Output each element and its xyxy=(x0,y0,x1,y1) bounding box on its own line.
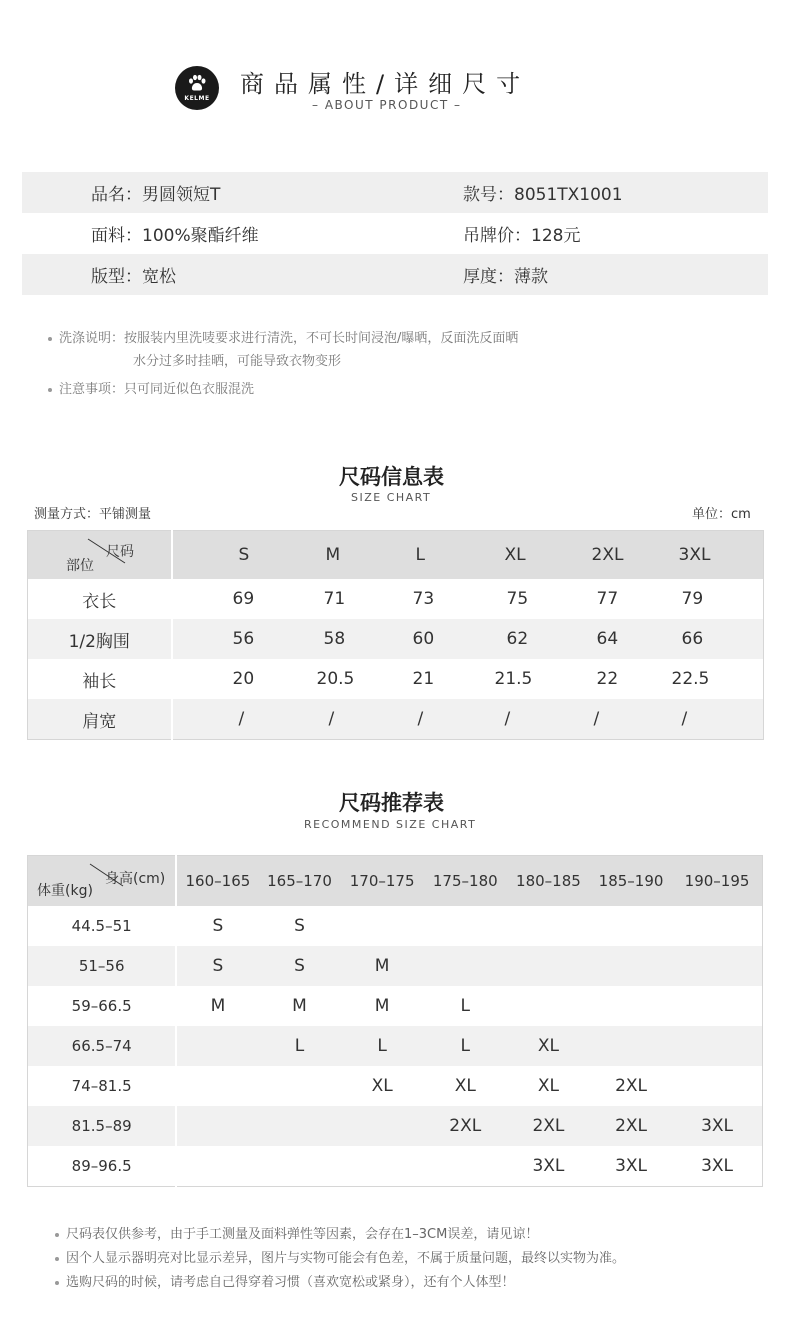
recommend-row xyxy=(28,946,763,986)
attribute-row xyxy=(22,172,768,213)
recommend-chart-subtitle: RECOMMEND SIZE CHART xyxy=(304,818,477,831)
size-chart-title: 尺码信息表 xyxy=(339,465,444,489)
size-cell: / xyxy=(406,699,493,740)
recommend-cell: M xyxy=(341,946,424,986)
corner-weight-label: 体重(kg) xyxy=(37,883,93,899)
caution-text: 只可同近似色衣服混洗 xyxy=(124,382,255,397)
size-cell: / xyxy=(172,699,317,740)
recommend-row-label: 66.5–74 xyxy=(28,1026,177,1066)
recommend-cell: M xyxy=(210,996,226,1016)
attribute-fabric: 面料：100%聚酯纤维 xyxy=(91,226,259,246)
corner-part-label: 部位 xyxy=(66,558,94,574)
recommend-cell: S xyxy=(258,946,340,986)
recommend-row xyxy=(28,986,763,1026)
recommend-chart-table xyxy=(27,855,763,1187)
recommend-cell xyxy=(341,906,424,946)
page-title: 商品属性/详细尺寸 xyxy=(240,70,531,98)
recommend-cell: S xyxy=(176,946,258,986)
size-row xyxy=(28,579,764,619)
recommend-cell: 3XL xyxy=(615,1156,647,1176)
recommend-cell xyxy=(176,1066,258,1106)
recommend-cell xyxy=(176,1146,258,1187)
recommend-row xyxy=(28,906,763,946)
recommend-cell: M xyxy=(374,996,390,1016)
attribute-fit: 版型：宽松 xyxy=(91,267,176,287)
recommend-row-label: 51–56 xyxy=(28,946,177,986)
recommend-header-cell: 165–170 xyxy=(258,856,340,907)
recommend-header-cell: 180–185 xyxy=(507,856,590,907)
size-cell: 60 xyxy=(406,619,493,659)
size-row xyxy=(28,699,764,740)
measure-unit: 单位：cm xyxy=(692,507,751,522)
footer-note xyxy=(55,1247,625,1266)
footer-note xyxy=(55,1223,538,1242)
size-cell: / xyxy=(317,699,406,740)
attribute-name: 品名：男圆领短T xyxy=(91,185,221,205)
footer-note-text: 选购尺码的时候，请考虑自己得穿着习惯（喜欢宽松或紧身），还有个人体型！ xyxy=(66,1275,515,1290)
attribute-row xyxy=(22,213,768,254)
recommend-cell xyxy=(672,946,762,986)
caution-label: 注意事项： xyxy=(59,382,125,397)
recommend-header-cell: 175–180 xyxy=(424,856,507,907)
recommend-header-cell: 170–175 xyxy=(341,856,424,907)
recommend-cell: XL xyxy=(537,1076,559,1096)
recommend-cell xyxy=(424,946,507,986)
recommend-cell xyxy=(341,1106,424,1146)
paw-icon xyxy=(187,74,207,94)
recommend-cell: 2XL xyxy=(615,1076,647,1096)
bullet-icon xyxy=(55,1233,59,1237)
recommend-cell xyxy=(176,1106,258,1146)
recommend-cell xyxy=(258,1146,340,1187)
recommend-cell xyxy=(424,1146,507,1187)
recommend-cell xyxy=(590,1026,672,1066)
recommend-cell xyxy=(258,1066,340,1106)
wash-text-line2: 水分过多时挂晒，可能导致衣物变形 xyxy=(133,354,342,369)
recommend-cell xyxy=(507,946,590,986)
recommend-cell: M xyxy=(292,996,307,1016)
recommend-cell xyxy=(672,906,762,946)
recommend-row xyxy=(28,1066,763,1106)
recommend-cell xyxy=(590,906,672,946)
recommend-chart-title: 尺码推荐表 xyxy=(339,791,444,815)
wash-label: 洗涤说明： xyxy=(59,331,125,346)
size-header-row xyxy=(28,531,764,580)
size-row-label: 袖长 xyxy=(28,659,172,699)
size-header-cell: M xyxy=(317,531,406,580)
recommend-header-cell: 190–195 xyxy=(672,856,762,907)
recommend-row-label: 89–96.5 xyxy=(28,1146,177,1187)
bullet-icon xyxy=(55,1281,59,1285)
size-cell: 56 xyxy=(172,619,317,659)
recommend-cell: 3XL xyxy=(701,1156,734,1176)
size-header-cell: XL xyxy=(493,531,582,580)
size-header-cell: L xyxy=(406,531,493,580)
size-cell: 20 xyxy=(232,669,255,689)
footer-note-text: 因个人显示器明亮对比显示差异，图片与实物可能会有色差，不属于质量问题，最终以实物为准。 xyxy=(66,1251,626,1266)
recommend-row xyxy=(28,1146,763,1187)
recommend-cell xyxy=(672,1066,762,1106)
size-cell: 62 xyxy=(493,619,582,659)
size-cell: 69 xyxy=(232,589,255,609)
footer-note xyxy=(55,1271,515,1290)
recommend-header-cell: 185–190 xyxy=(590,856,672,907)
recommend-row-label: 44.5–51 xyxy=(28,906,177,946)
recommend-row xyxy=(28,1106,763,1146)
size-header-cell: 2XL xyxy=(582,531,670,580)
wash-text-line1: 按服装内里洗唛要求进行清洗，不可长时间浸泡/曝晒，反面洗反面晒 xyxy=(124,331,519,346)
recommend-cell xyxy=(672,1026,762,1066)
recommend-cell: L xyxy=(258,1026,340,1066)
recommend-cell: 2XL xyxy=(424,1106,507,1146)
size-cell: 22.5 xyxy=(671,669,710,689)
size-cell: 64 xyxy=(582,619,670,659)
size-cell: 22 xyxy=(596,669,619,689)
size-cell: 66 xyxy=(670,619,764,659)
size-cell: 71 xyxy=(323,589,346,609)
size-cell: 58 xyxy=(317,619,406,659)
size-cell: 75 xyxy=(506,589,529,609)
recommend-corner-cell xyxy=(28,856,177,907)
size-cell: 73 xyxy=(412,589,435,609)
recommend-cell xyxy=(341,1146,424,1187)
wash-note xyxy=(48,327,518,346)
diagonal-line-icon xyxy=(28,531,172,579)
size-row-label: 1/2胸围 xyxy=(28,619,172,659)
recommend-cell xyxy=(507,906,590,946)
size-cell: 20.5 xyxy=(316,669,355,689)
recommend-header-cell: 160–165 xyxy=(176,856,258,907)
measure-method: 测量方式：平铺测量 xyxy=(34,507,152,522)
size-row-label: 肩宽 xyxy=(28,699,172,740)
recommend-cell: XL xyxy=(507,1026,590,1066)
size-cell: 21.5 xyxy=(494,669,533,689)
recommend-cell xyxy=(176,1026,258,1066)
page-subtitle: – ABOUT PRODUCT – xyxy=(312,98,462,112)
recommend-cell xyxy=(672,986,762,1026)
attribute-row xyxy=(22,254,768,295)
recommend-cell: XL xyxy=(454,1076,476,1096)
recommend-cell: L xyxy=(424,1026,507,1066)
attribute-table xyxy=(22,172,768,295)
brand-logo xyxy=(175,66,219,110)
recommend-row-label: 59–66.5 xyxy=(28,986,177,1026)
recommend-cell: L xyxy=(460,996,471,1016)
size-cell: 77 xyxy=(596,589,619,609)
size-corner-cell xyxy=(28,531,172,580)
recommend-cell xyxy=(424,906,507,946)
recommend-cell xyxy=(258,1106,340,1146)
recommend-cell: 2XL xyxy=(507,1106,590,1146)
bullet-icon xyxy=(55,1257,59,1261)
caution-note xyxy=(48,378,254,397)
recommend-cell: S xyxy=(212,916,224,936)
size-cell: / xyxy=(493,699,582,740)
size-row xyxy=(28,659,764,699)
recommend-cell: 3XL xyxy=(532,1156,565,1176)
size-row-label: 衣长 xyxy=(28,579,172,619)
recommend-cell: 3XL xyxy=(672,1106,762,1146)
recommend-cell xyxy=(590,946,672,986)
bullet-icon xyxy=(48,337,52,341)
brand-logo-text: KELME xyxy=(184,95,210,102)
size-cell: / xyxy=(582,699,670,740)
recommend-row xyxy=(28,1026,763,1066)
attribute-price: 吊牌价：128元 xyxy=(463,226,581,246)
corner-height-label: 身高(cm) xyxy=(105,871,166,887)
size-cell: / xyxy=(670,699,764,740)
attribute-thickness: 厚度：薄款 xyxy=(463,267,548,287)
attribute-code: 款号：8051TX1001 xyxy=(463,185,623,205)
recommend-header-row xyxy=(28,856,763,907)
recommend-cell: S xyxy=(294,916,305,936)
recommend-cell xyxy=(507,986,590,1026)
corner-size-label: 尺码 xyxy=(106,544,134,560)
recommend-cell: L xyxy=(341,1026,424,1066)
recommend-cell: XL xyxy=(371,1076,393,1096)
footer-note-text: 尺码表仅供参考，由于手工测量及面料弹性等因素，会存在1–3CM误差，请见谅！ xyxy=(66,1227,539,1242)
size-cell: 21 xyxy=(412,669,435,689)
size-chart-table xyxy=(27,530,764,740)
size-header-cell: S xyxy=(172,531,317,580)
size-header-cell: 3XL xyxy=(670,531,764,580)
recommend-cell xyxy=(590,986,672,1026)
size-row xyxy=(28,619,764,659)
size-cell: 79 xyxy=(681,589,704,609)
recommend-row-label: 74–81.5 xyxy=(28,1066,177,1106)
size-chart-subtitle: SIZE CHART xyxy=(351,491,432,504)
recommend-cell: 2XL xyxy=(590,1106,672,1146)
bullet-icon xyxy=(48,388,52,392)
recommend-row-label: 81.5–89 xyxy=(28,1106,177,1146)
